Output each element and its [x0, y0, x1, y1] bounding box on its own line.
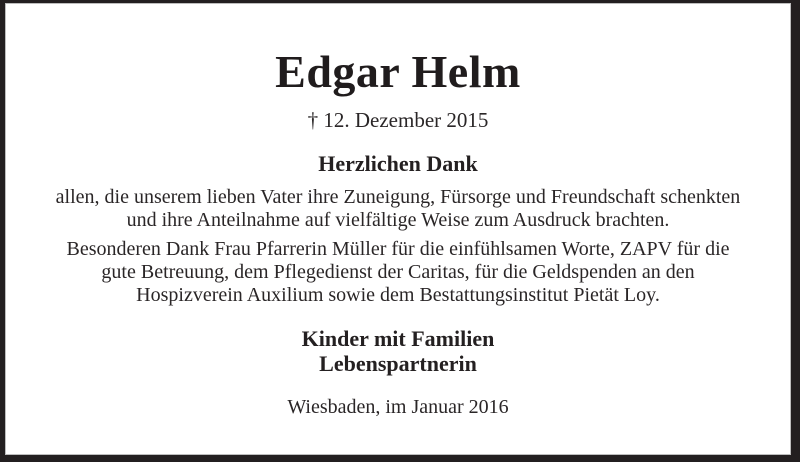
signature-partner: Lebenspartnerin [319, 351, 477, 376]
deceased-name: Edgar Helm [275, 46, 521, 97]
thanks-paragraph-line-1: allen, die unserem lieben Vater ihre Zuneigung, Fürsorge und Freundschaft schenkten [55, 186, 741, 208]
special-thanks-paragraph [42, 238, 754, 307]
thanks-paragraph [42, 186, 754, 232]
special-thanks-line-1: Besonderen Dank Frau Pfarrerin Müller für die einfühlsamen Worte, ZAPV für die [66, 238, 730, 260]
death-date: † 12. Dezember 2015 [307, 108, 489, 132]
place-date-line: Wiesbaden, im Januar 2016 [287, 396, 509, 418]
special-thanks-line-3: Hospizverein Auxilium sowie dem Bestattungsinstitut Pietät Loy. [136, 284, 660, 306]
signature-block [42, 326, 754, 376]
signature-children: Kinder mit Familien [301, 326, 495, 351]
obituary-card [5, 3, 791, 455]
thanks-paragraph-line-2: und ihre Anteilnahme auf vielfältige Weise zum Ausdruck brachten. [126, 209, 670, 231]
thanks-heading: Herzlichen Dank [318, 151, 478, 176]
special-thanks-line-2: gute Betreuung, dem Pflegedienst der Caritas, für die Geldspenden an den [101, 261, 695, 283]
